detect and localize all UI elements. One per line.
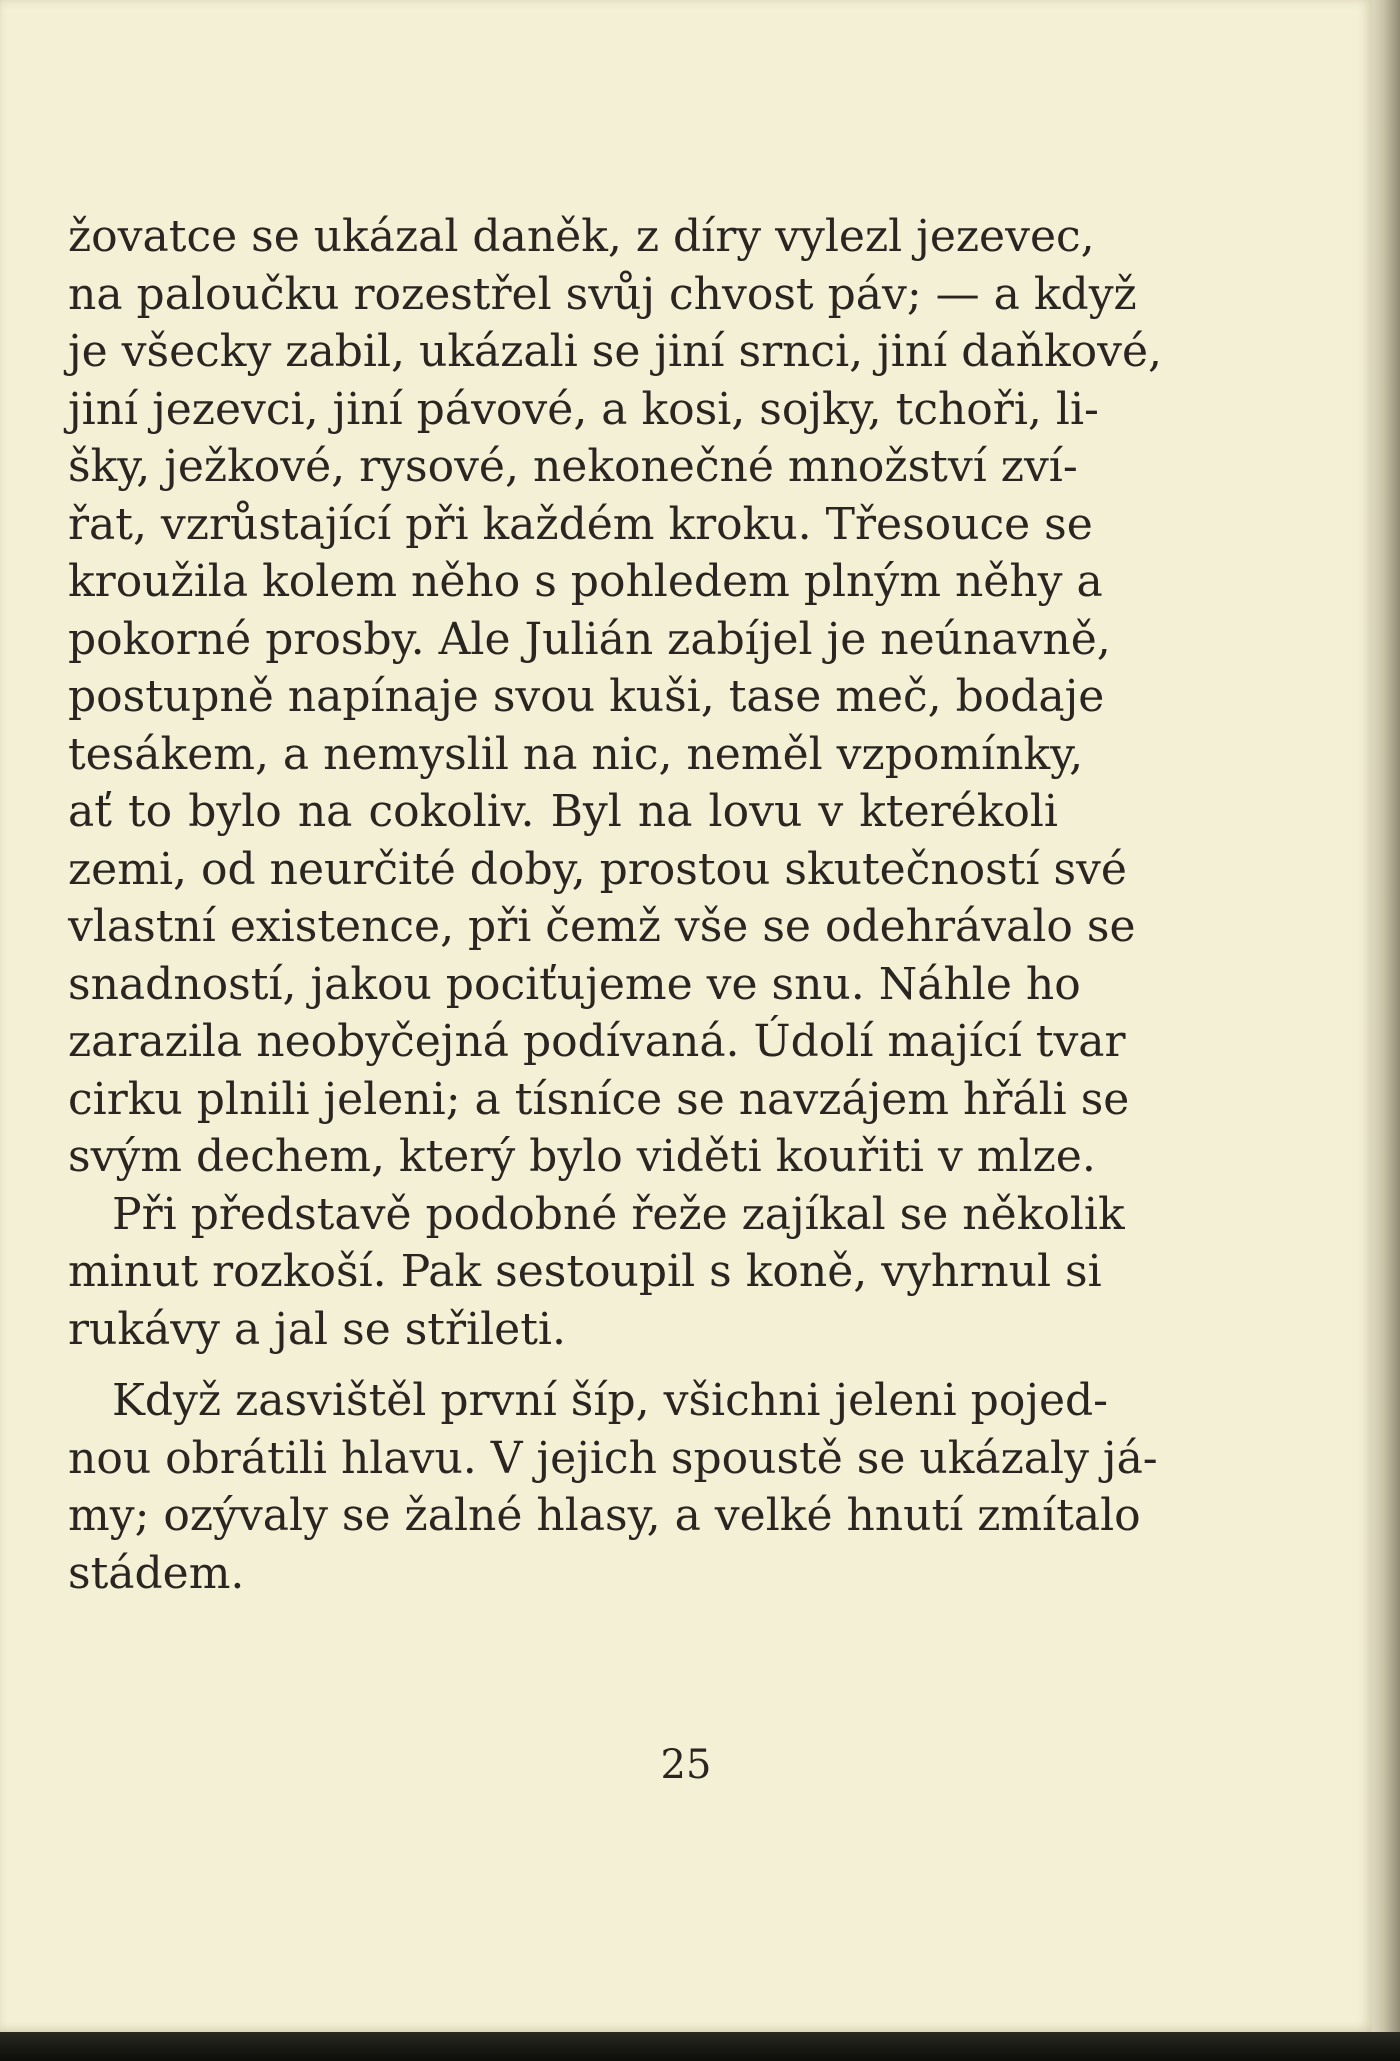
- text-line: Při představě podobné řeže zajíkal se několik: [112, 1188, 1125, 1240]
- text-line: šky, ježkové, rysové, nekonečné množství zví-: [68, 441, 1078, 492]
- paragraph-gap: [68, 1358, 1058, 1372]
- text-line: Když zasvištěl první šíp, všichni jeleni pojed-: [112, 1375, 1109, 1426]
- text-line: minut rozkoší. Pak sestoupil s koně, vyhrnul si: [68, 1246, 1102, 1297]
- text-line: řat, vzrůstající při každém kroku. Třesouce se: [68, 498, 1093, 550]
- text-line: svým dechem, který bylo viděti kouřiti v mlze.: [68, 1131, 1096, 1182]
- page-edge: [1372, 0, 1400, 2061]
- body-text: [68, 208, 1163, 1602]
- text-line: je všecky zabil, ukázali se jiní srnci, jiní daňkové,: [68, 326, 1163, 377]
- text-line: ať to bylo na cokoliv. Byl na lovu v kterékoli: [68, 786, 1058, 837]
- text-line: vlastní existence, při čemž vše se odehrávalo se: [68, 901, 1136, 952]
- text-line: tesákem, a nemyslil na nic, neměl vzpomínky,: [68, 728, 1084, 780]
- text-line: na paloučku rozestřel svůj chvost páv; — a když: [68, 268, 1137, 320]
- text-line: žovatce se ukázal daněk, z díry vylezl jezevec,: [68, 211, 1095, 262]
- text-line: postupně napínaje svou kuši, tase meč, bodaje: [68, 671, 1105, 722]
- text-line: my; ozývaly se žalné hlasy, a velké hnutí zmítalo: [68, 1490, 1141, 1541]
- text-line: jiní jezevci, jiní pávové, a kosi, sojky, tchoři, li-: [68, 383, 1099, 435]
- bottom-edge: [0, 2032, 1400, 2061]
- page-number: 25: [660, 1742, 712, 1788]
- text-line: kroužila kolem něho s pohledem plným něhy a: [68, 556, 1103, 607]
- text-line: pokorné prosby. Ale Julián zabíjel je neúnavně,: [68, 613, 1111, 665]
- paragraph-1: [68, 208, 1163, 1186]
- text-line: nou obrátili hlavu. V jejich spoustě se ukázaly já-: [68, 1432, 1158, 1484]
- text-line: cirku plnili jeleni; a tísníce se navzájem hřáli se: [68, 1073, 1130, 1125]
- text-line: zarazila neobyčejná podívaná. Údolí mající tvar: [68, 1016, 1126, 1067]
- text-line: rukávy a jal se střileti.: [68, 1303, 566, 1355]
- text-line: snadností, jakou pociťujeme ve snu. Náhle ho: [68, 958, 1081, 1010]
- text-line: stádem.: [68, 1547, 245, 1599]
- text-line: zemi, od neurčité doby, prostou skutečností své: [68, 843, 1127, 895]
- paragraph-2: [68, 1186, 1125, 1359]
- paragraph-3: [68, 1372, 1158, 1602]
